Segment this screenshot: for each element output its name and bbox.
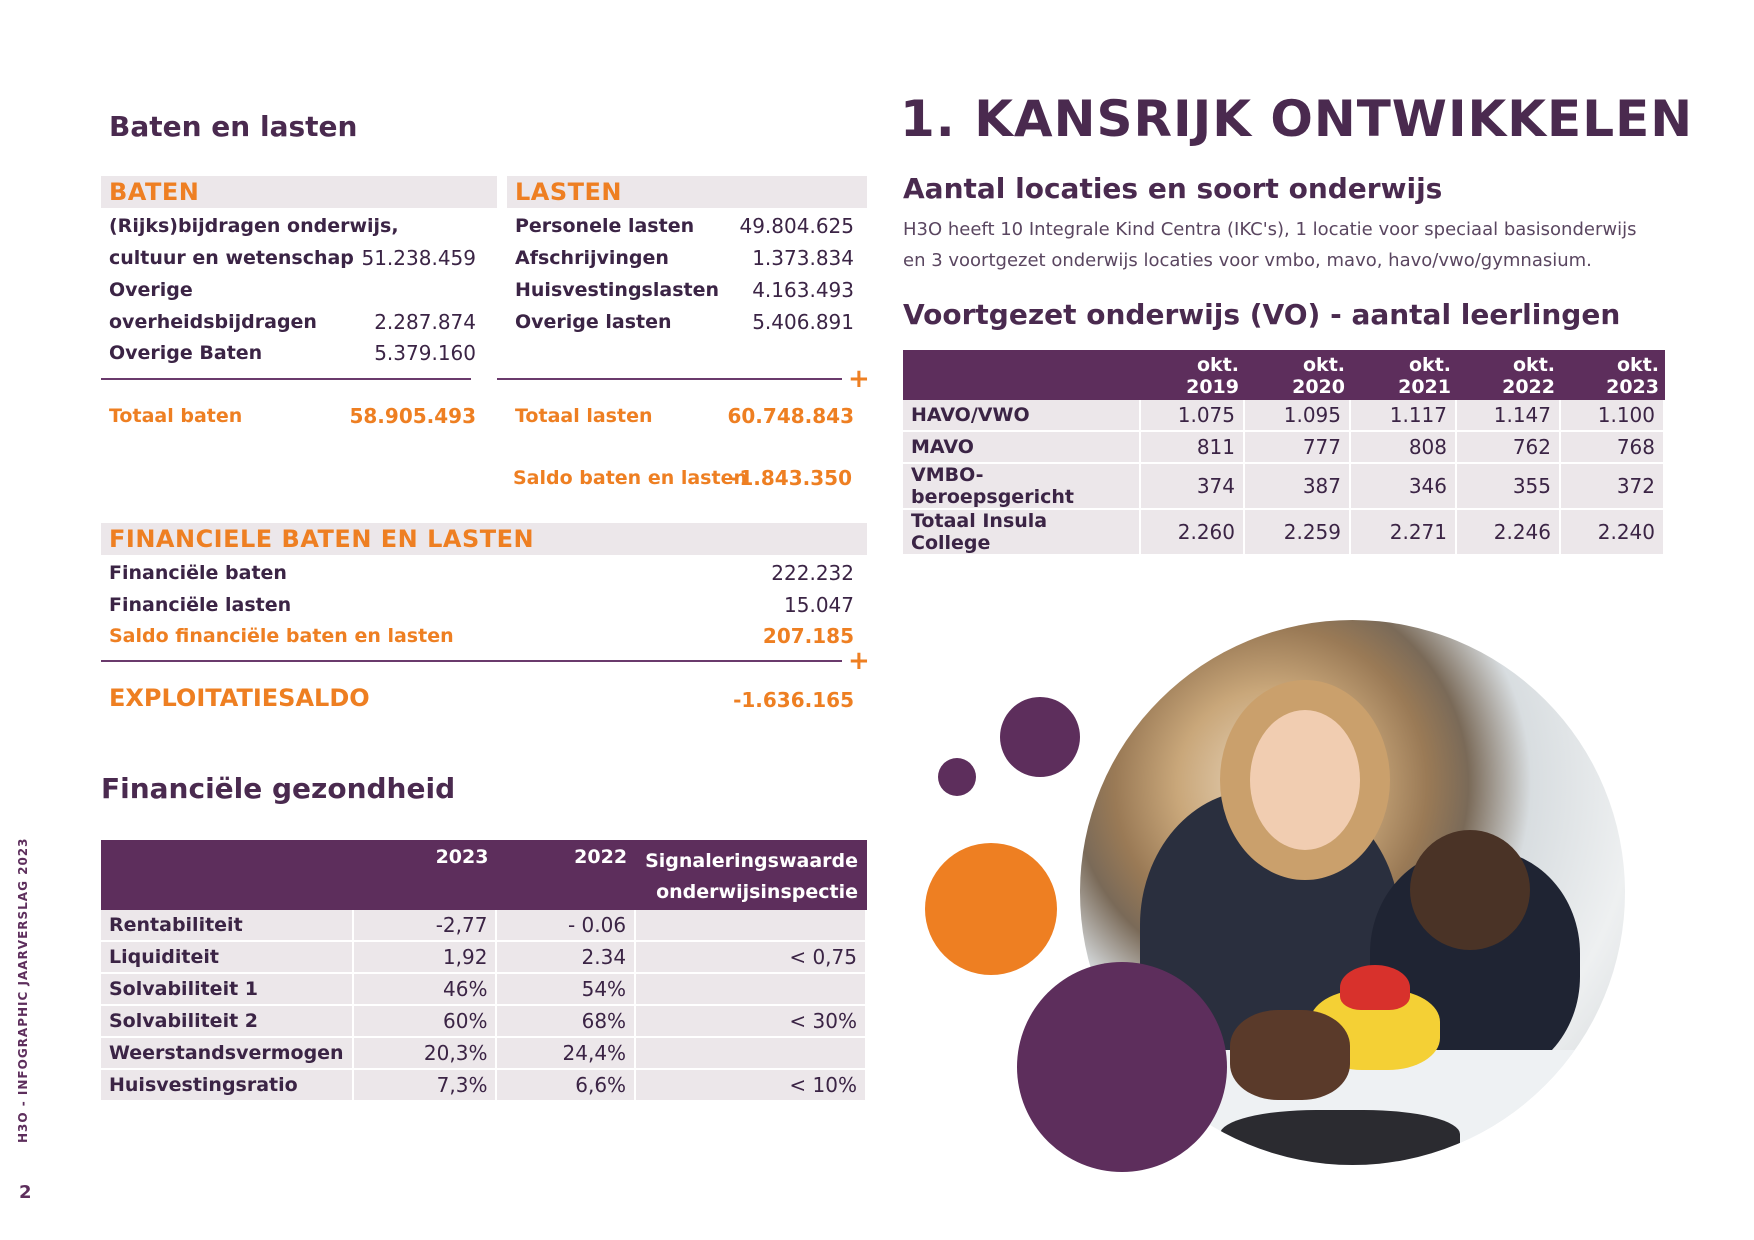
row-label: Rentabiliteit: [101, 910, 354, 942]
cell-value: 1.117: [1351, 400, 1457, 432]
totaal-baten-label: Totaal baten: [109, 405, 243, 427]
baten-row-value: 51.238.459: [361, 246, 476, 270]
cell-2022: 54%: [497, 974, 636, 1006]
totaal-lasten-value: 60.748.843: [727, 404, 854, 428]
cell-value: 2.271: [1351, 510, 1457, 556]
financieel-row-label: Financiële lasten: [109, 594, 292, 616]
page-number: 2: [19, 1182, 32, 1203]
page-title: 1. KANSRIJK ONTWIKKELEN: [900, 90, 1694, 148]
baten-row-label: (Rijks)bijdragen onderwijs,: [109, 215, 399, 237]
decorative-circle: [938, 758, 976, 796]
table-row: [903, 510, 1665, 556]
exploitatiesaldo-value: -1.636.165: [733, 688, 854, 712]
cell-value: 346: [1351, 464, 1457, 510]
cell-2023: 20,3%: [354, 1038, 498, 1070]
table-row: [903, 464, 1665, 510]
subtitle-vo: Voortgezet onderwijs (VO) - aantal leerlingen: [903, 298, 1621, 331]
cell-2022: 24,4%: [497, 1038, 636, 1070]
lasten-row-value: 49.804.625: [739, 214, 854, 238]
plus-icon: +: [848, 364, 870, 394]
saldo-baten-lasten-label: Saldo baten en lasten: [513, 467, 747, 489]
table-header-cell: [903, 350, 1141, 400]
table-row: [101, 1006, 867, 1038]
row-label: Huisvestingsratio: [101, 1070, 354, 1102]
cell-value: 2.259: [1245, 510, 1351, 556]
table-header-cell: 2022: [497, 840, 636, 910]
lasten-row-label: Personele lasten: [515, 215, 695, 237]
row-label: HAVO/VWO: [903, 400, 1141, 432]
cell-value: 762: [1457, 432, 1561, 464]
totaal-lasten-label: Totaal lasten: [515, 405, 653, 427]
cell-value: 768: [1561, 432, 1665, 464]
table-header-cell: okt. 2022: [1457, 350, 1561, 400]
lasten-header-bar: [507, 176, 867, 208]
financieel-divider: [101, 660, 842, 662]
cell-signal: [636, 1038, 867, 1070]
decorative-circle: [1000, 697, 1080, 777]
signal-header-line1: Signaleringswaarde: [645, 850, 858, 872]
cell-signal: < 10%: [636, 1070, 867, 1102]
financieel-row-value: 222.232: [771, 561, 854, 585]
table-row: [101, 974, 867, 1006]
baten-divider: [101, 378, 471, 380]
row-label: MAVO: [903, 432, 1141, 464]
table-row: [101, 1070, 867, 1102]
table-header-cell: okt. 2021: [1351, 350, 1457, 400]
totaal-baten-value: 58.905.493: [349, 404, 476, 428]
cell-2023: 46%: [354, 974, 498, 1006]
table-row: [903, 432, 1665, 464]
intro-paragraph: [903, 214, 1636, 276]
section-title-baten-lasten: Baten en lasten: [109, 110, 358, 143]
gezondheid-table: [101, 840, 867, 1102]
cell-value: 387: [1245, 464, 1351, 510]
table-header-cell: 2023: [354, 840, 498, 910]
baten-row-label: Overige: [109, 279, 193, 301]
cell-2023: -2,77: [354, 910, 498, 942]
table-header-cell: okt. 2019: [1141, 350, 1245, 400]
row-label: Solvabiliteit 1: [101, 974, 354, 1006]
lasten-row-value: 4.163.493: [752, 278, 854, 302]
cell-2023: 60%: [354, 1006, 498, 1038]
baten-row-value: 2.287.874: [374, 310, 476, 334]
lasten-row-value: 5.406.891: [752, 310, 854, 334]
face-shape: [1250, 710, 1360, 850]
cell-value: 811: [1141, 432, 1245, 464]
cell-value: 2.260: [1141, 510, 1245, 556]
saldo-financieel-label: Saldo financiële baten en lasten: [109, 625, 454, 647]
side-footer-text: H3O - INFOGRAPHIC JAARVERSLAG 2023: [16, 837, 30, 1143]
subtitle-locaties: Aantal locaties en soort onderwijs: [903, 172, 1443, 205]
cell-signal: < 0,75: [636, 942, 867, 974]
paragraph-line: en 3 voortgezet onderwijs locaties voor vmbo, mavo, havo/vwo/gymnasium.: [903, 250, 1592, 271]
puppet-body: [1230, 1010, 1350, 1100]
lasten-row-label: Afschrijvingen: [515, 247, 669, 269]
cell-value: 372: [1561, 464, 1665, 510]
financieel-header-bar: [101, 523, 867, 555]
table-header-cell: [101, 840, 354, 910]
financieel-row-label: Financiële baten: [109, 562, 287, 584]
cell-signal: < 30%: [636, 1006, 867, 1038]
exploitatiesaldo-label: EXPLOITATIESALDO: [109, 684, 370, 712]
cell-value: 2.246: [1457, 510, 1561, 556]
lasten-divider: [497, 378, 842, 380]
row-label: Liquiditeit: [101, 942, 354, 974]
lasten-row-label: Overige lasten: [515, 311, 672, 333]
cell-value: 1.100: [1561, 400, 1665, 432]
lasten-header: LASTEN: [515, 178, 623, 206]
cell-value: 1.095: [1245, 400, 1351, 432]
cell-2023: 1,92: [354, 942, 498, 974]
decorative-circle: [1017, 962, 1227, 1172]
financieel-header: FINANCIELE BATEN EN LASTEN: [109, 525, 535, 553]
table-header-row: [101, 840, 867, 910]
table-header-row: [903, 350, 1665, 400]
financieel-row-value: 15.047: [784, 593, 854, 617]
table-row: [903, 400, 1665, 432]
cell-2022: 68%: [497, 1006, 636, 1038]
cell-value: 1.147: [1457, 400, 1561, 432]
row-label: VMBO-beroepsgericht: [903, 464, 1141, 510]
signal-header-line2: onderwijsinspectie: [656, 881, 858, 903]
cell-value: 808: [1351, 432, 1457, 464]
baten-row-label: cultuur en wetenschap: [109, 247, 354, 269]
head-shape: [1410, 830, 1530, 950]
table-header-cell: okt. 2020: [1245, 350, 1351, 400]
baten-header-bar: [101, 176, 497, 208]
pencil-case: [1220, 1110, 1460, 1165]
baten-header: BATEN: [109, 178, 200, 206]
cell-2023: 7,3%: [354, 1070, 498, 1102]
cell-signal: [636, 910, 867, 942]
lasten-row-value: 1.373.834: [752, 246, 854, 270]
cell-value: 374: [1141, 464, 1245, 510]
cell-2022: 6,6%: [497, 1070, 636, 1102]
row-label: Weerstandsvermogen: [101, 1038, 354, 1070]
plus-icon: +: [848, 646, 870, 676]
baten-row-label: overheidsbijdragen: [109, 311, 317, 333]
table-header-cell: [636, 840, 867, 910]
baten-row-value: 5.379.160: [374, 341, 476, 365]
table-row: [101, 910, 867, 942]
cell-value: 2.240: [1561, 510, 1665, 556]
saldo-baten-lasten-value: -1.843.350: [731, 466, 852, 490]
cell-value: 355: [1457, 464, 1561, 510]
cell-2022: 2.34: [497, 942, 636, 974]
vo-table: [903, 350, 1665, 556]
table-row: [101, 1038, 867, 1070]
decorative-circle: [925, 843, 1057, 975]
cell-value: 777: [1245, 432, 1351, 464]
table-row: [101, 942, 867, 974]
section-title-gezondheid: Financiële gezondheid: [101, 772, 456, 805]
table-header-cell: okt. 2023: [1561, 350, 1665, 400]
baten-row-label: Overige Baten: [109, 342, 263, 364]
row-label: Totaal Insula College: [903, 510, 1141, 556]
lasten-row-label: Huisvestingslasten: [515, 279, 719, 301]
cell-2022: - 0.06: [497, 910, 636, 942]
row-label: Solvabiliteit 2: [101, 1006, 354, 1038]
saldo-financieel-value: 207.185: [762, 624, 854, 648]
puppet-cap: [1340, 965, 1410, 1010]
cell-value: 1.075: [1141, 400, 1245, 432]
paragraph-line: H3O heeft 10 Integrale Kind Centra (IKC's), 1 locatie voor speciaal basisonderwijs: [903, 219, 1637, 240]
cell-signal: [636, 974, 867, 1006]
